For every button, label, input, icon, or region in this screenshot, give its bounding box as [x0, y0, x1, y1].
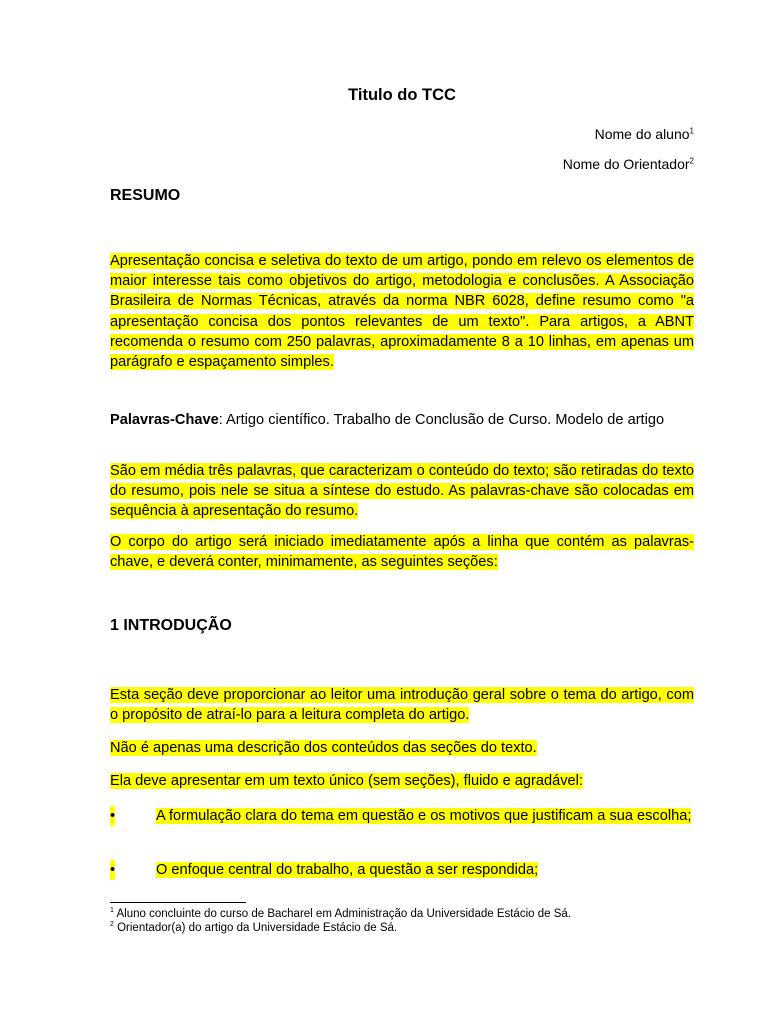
bullet-text: A formulação clara do tema em questão e os motivos que justificam a sua escolha; — [156, 808, 692, 824]
keywords-label: Palavras-Chave — [110, 412, 219, 428]
body-note-paragraph — [110, 532, 694, 572]
keywords-text: : Artigo científico. Trabalho de Conclusão de Curso. Modelo de artigo — [218, 412, 665, 428]
footnote-2 — [110, 921, 397, 935]
bullet-dot: • — [110, 860, 115, 880]
bullet-text-wrap — [156, 860, 694, 880]
footnote-text: Aluno concluinte do curso de Bacharel em Administração da Universidade Estácio de Sá. — [113, 908, 571, 920]
advisor-line — [563, 156, 694, 172]
bullet-text: O enfoque central do trabalho, a questão a ser respondida; — [156, 862, 539, 878]
intro-paragraph-2 — [110, 738, 694, 758]
author-line — [595, 126, 694, 142]
introducao-heading: 1 INTRODUÇÃO — [110, 617, 232, 634]
bullet-text-wrap — [156, 806, 694, 826]
bullet-dot: • — [110, 806, 115, 826]
resumo-heading: RESUMO — [110, 187, 181, 204]
footnote-ref: 2 — [110, 921, 114, 929]
footnote-1 — [110, 907, 571, 921]
keywords-note-paragraph — [110, 461, 694, 522]
intro-text-3: Ela deve apresentar em um texto único (sem seções), fluido e agradável: — [110, 773, 583, 789]
footnote-text: Orientador(a) do artigo da Universidade Estácio de Sá. — [113, 922, 398, 934]
advisor-name: Nome do Orientador — [562, 156, 690, 172]
author-name: Nome do aluno — [594, 126, 690, 142]
resumo-paragraph — [110, 251, 694, 372]
advisor-footnote-ref: 2 — [689, 156, 694, 166]
intro-text-1: Esta seção deve proporcionar ao leitor uma introdução geral sobre o tema do artigo, com o propósito de atraí-lo para a leitura completa do artigo. — [110, 687, 694, 724]
intro-text-2: Não é apenas uma descrição dos conteúdos das seções do texto. — [110, 740, 537, 756]
resumo-text: Apresentação concisa e seletiva do texto de um artigo, pondo em relevo os elementos de maior interesse tais como objetivos do artigo, metodologia e conclusões. A Associação Brasileira de Normas Técnicas, através da norma NBR 6028, define resumo como "a apresentação concisa dos pontos relevantes de um texto". Para artigos, a ABNT recomenda o resumo com 250 palavras, aproximadamente 8 a 10 linhas, em apenas um parágrafo e espaçamento simples. — [110, 253, 694, 371]
body-note-text: O corpo do artigo será iniciado imediatamente após a linha que contém as palavras-chave, e deverá conter, minimamente, as seguintes seções: — [110, 534, 694, 571]
author-footnote-ref: 1 — [689, 126, 694, 136]
footnote-ref: 1 — [110, 907, 114, 915]
bullet-item — [110, 806, 694, 826]
document-title: Titulo do TCC — [348, 86, 456, 104]
intro-paragraph-3 — [110, 771, 694, 791]
bullet-item — [110, 860, 694, 880]
intro-paragraph-1 — [110, 685, 694, 725]
keywords-paragraph — [110, 410, 694, 430]
footnote-separator — [110, 902, 246, 903]
keywords-note-text: São em média três palavras, que caracterizam o conteúdo do texto; são retiradas do texto do resumo, pois nele se situa a síntese do estudo. As palavras-chave são colocadas em sequência à apresentação do resumo. — [110, 463, 694, 520]
